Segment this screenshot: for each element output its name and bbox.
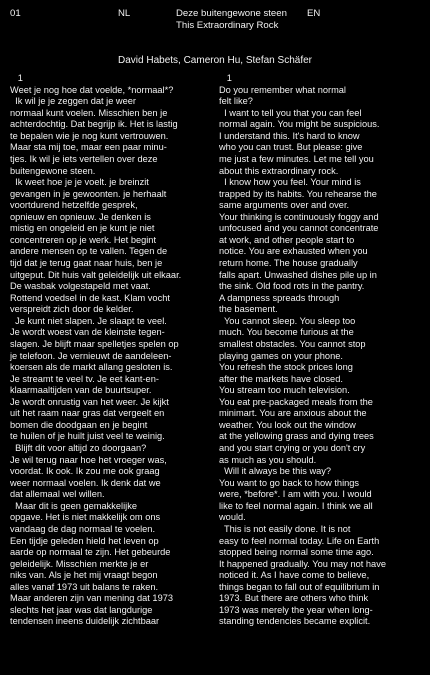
text-line: gevangen in je gewoonten. je herhaalt	[10, 188, 167, 199]
language-label-nl: NL	[118, 8, 131, 19]
text-line: De wasbak volgestapeld met vaat.	[10, 281, 151, 292]
text-line: Do you remember what normal	[219, 84, 346, 95]
text-line: return home. The house gradually	[219, 258, 358, 268]
text-line: I know how you feel. Your mind is	[219, 177, 361, 188]
text-line: tijd dat je terug gaat naar huis, ben je	[10, 258, 163, 268]
authors: David Habets, Cameron Hu, Stefan Schäfer	[118, 55, 312, 66]
text-line: much. You become furious at the	[219, 327, 354, 338]
text-line: slagen. Je blijft maar spelletjes spelen op	[10, 338, 179, 349]
column-dutch	[10, 73, 215, 628]
text-line: niks van. Als je het mij vraagt begon	[10, 570, 158, 581]
text-line: falls apart. Unwashed dishes pile up in	[219, 269, 377, 280]
text-line: verspreidt zich door de kelder.	[10, 304, 134, 315]
title-en: This Extraordinary Rock	[176, 19, 279, 31]
text-line: after the markets have closed.	[219, 373, 343, 384]
text-line: same arguments over and over.	[219, 200, 350, 211]
text-line: Weet je nog hoe dat voelde, *normaal*?	[10, 84, 174, 95]
text-line: bomen die doodgaan en je begint	[10, 419, 148, 430]
text-line: You cannot sleep. You sleep too	[219, 315, 356, 326]
text-line: the sink. Old food rots in the pantry.	[219, 281, 365, 292]
text-line: Je wil terug naar hoe het vroeger was,	[10, 454, 167, 465]
text-line: smallest obstacles. You cannot stop	[219, 338, 366, 349]
text-line: me just a few minutes. Let me tell you	[219, 153, 374, 164]
text-line: Je kunt niet slapen. Je slaapt te veel.	[10, 315, 167, 326]
text-line: Maar sta mij toe, maar een paar minu-	[10, 142, 167, 153]
text-line: Ik wil je je zeggen dat je weer	[10, 96, 136, 107]
text-line: Een tijdje geleden hield het leven op	[10, 535, 159, 546]
text-line: minimart. You are anxious about the	[219, 408, 367, 419]
text-line: stopped being normal some time ago.	[219, 547, 374, 558]
text-line: unfocused and you cannot concentrate	[219, 223, 379, 234]
text-line: It happened gradually. You may not have	[219, 558, 386, 569]
title-nl: Deze buitengewone steen	[176, 8, 287, 19]
text-line: notice. You are exhausted when you	[219, 246, 368, 257]
text-line: opgave. Het is niet makkelijk om ons	[10, 512, 161, 523]
text-line: tendensen ineens duidelijk zichtbaar	[10, 616, 160, 627]
text-line: things began to fall out of equilibrium in	[219, 581, 380, 592]
text-line: Maar dit is geen gemakkelijke	[10, 500, 137, 511]
text-line: alles vanaf 1973 uit balans te raken.	[10, 581, 159, 592]
text-line: easy to feel normal today. Life on Earth	[219, 535, 380, 546]
text-line: weather. You look out the window	[219, 419, 356, 430]
text-line: Your thinking is continuously foggy and	[219, 211, 379, 222]
text-line: geleidelijk. Misschien merkte je er	[10, 558, 149, 569]
text-line: Blijft dit voor altijd zo doorgaan?	[10, 443, 147, 453]
text-line: and you start crying or you don't cry	[219, 443, 366, 453]
page-number: 01	[10, 8, 21, 19]
text-line: te bepalen wie je nog kunt vertrouwen.	[10, 130, 169, 141]
text-line: Maar anderen zijn van mening dat 1973	[10, 593, 174, 604]
text-line: voordat. Ik ook. Ik zou me ook graag	[10, 466, 160, 477]
text-line: at work, and other people start to	[219, 234, 355, 245]
text-line: weer normaal voelen. Ik denk dat we	[10, 477, 161, 488]
text-line: Rottend voedsel in de kast. Klam vocht	[10, 292, 170, 303]
page-header	[0, 8, 430, 40]
column-english	[219, 73, 424, 628]
text-line: uitgeput. Dit huis valt geleidelijk uit elkaar.	[10, 269, 182, 280]
text-line: 1973. But there are others who think	[219, 593, 369, 604]
language-label-en: EN	[307, 8, 321, 19]
text-line: like to feel normal again. I think we all	[219, 500, 373, 511]
text-line: the basement.	[219, 304, 278, 315]
text-line: buitengewone steen.	[10, 165, 96, 176]
text-line: 1973 was merely the year when long-	[219, 604, 373, 615]
title-block	[176, 8, 287, 31]
text-line: Je wordt onrustig van het weer. Je kijkt	[10, 396, 169, 407]
text-line: 1	[10, 73, 23, 83]
text-line: who you can trust. But please: give	[219, 142, 363, 153]
text-line: 1	[219, 73, 232, 83]
text-line: noticed it. As I have come to believe,	[219, 570, 370, 581]
text-line: A dampness spreads through	[219, 292, 340, 303]
text-line: Je wordt woest van de kleinste tegen-	[10, 327, 165, 338]
text-line: uit het raam naar gras dat vergeelt en	[10, 408, 165, 419]
text-line: aarde op normaal te zijn. Het gebeurde	[10, 547, 171, 558]
text-line: andere mensen op te vallen. Tegen de	[10, 246, 168, 257]
text-line: klaarmaaltijden van de buurtsuper.	[10, 385, 152, 396]
text-line: This is not easily done. It is not	[219, 523, 351, 534]
text-line: were, *before*. I am with you. I would	[219, 489, 372, 500]
text-line: Ik weet hoe je je voelt. je breinzit	[10, 177, 149, 188]
text-line: slechts het jaar was dat langdurige	[10, 604, 153, 615]
text-line: normal again. You might be suspicious.	[219, 119, 380, 130]
text-line: concentreren op je werk. Het begint	[10, 234, 157, 245]
text-line: vandaag de dag normaal te voelen.	[10, 523, 156, 534]
text-line: You want to go back to how things	[219, 477, 360, 488]
text-line: as much as you should.	[219, 454, 317, 465]
text-line: playing games on your phone.	[219, 350, 343, 361]
text-line: opnieuw en opnieuw. Je denken is	[10, 211, 151, 222]
text-line: te huilen of je huilt juist veel te weinig.	[10, 431, 165, 442]
text-line: je telefoon. Je vernieuwt de aandeleen-	[10, 350, 172, 361]
text-line: Will it always be this way?	[219, 466, 332, 477]
text-line: would.	[219, 512, 246, 523]
text-line: at the yellowing grass and dying trees	[219, 431, 374, 442]
text-line: tjes. Ik wil je iets vertellen over deze	[10, 153, 158, 164]
text-line: I understand this. It's hard to know	[219, 130, 360, 141]
text-line: normaal kunt voelen. Misschien ben je	[10, 107, 168, 118]
text-line: voortdurend hetzelfde gesprek,	[10, 200, 138, 211]
text-line: dat allemaal wel willen.	[10, 489, 105, 500]
text-line: You eat pre-packaged meals from the	[219, 396, 373, 407]
text-line: trapped by its habits. You rehearse the	[219, 188, 377, 199]
text-line: I want to tell you that you can feel	[219, 107, 362, 118]
text-line: You refresh the stock prices long	[219, 362, 353, 373]
text-line: You stream too much television.	[219, 385, 350, 396]
text-line: mistig en ongeleid en je kunt je niet	[10, 223, 155, 234]
text-line: Je streamt te veel tv. Je eet kant-en-	[10, 373, 159, 384]
text-line: standing tendencies became explicit.	[219, 616, 371, 627]
text-line: about this extraordinary rock.	[219, 165, 339, 176]
text-line: achterdochtig. Dat begrijp ik. Het is lastig	[10, 119, 178, 130]
text-line: koersen als de markt allang gesloten is.	[10, 362, 173, 373]
text-line: felt like?	[219, 96, 253, 107]
